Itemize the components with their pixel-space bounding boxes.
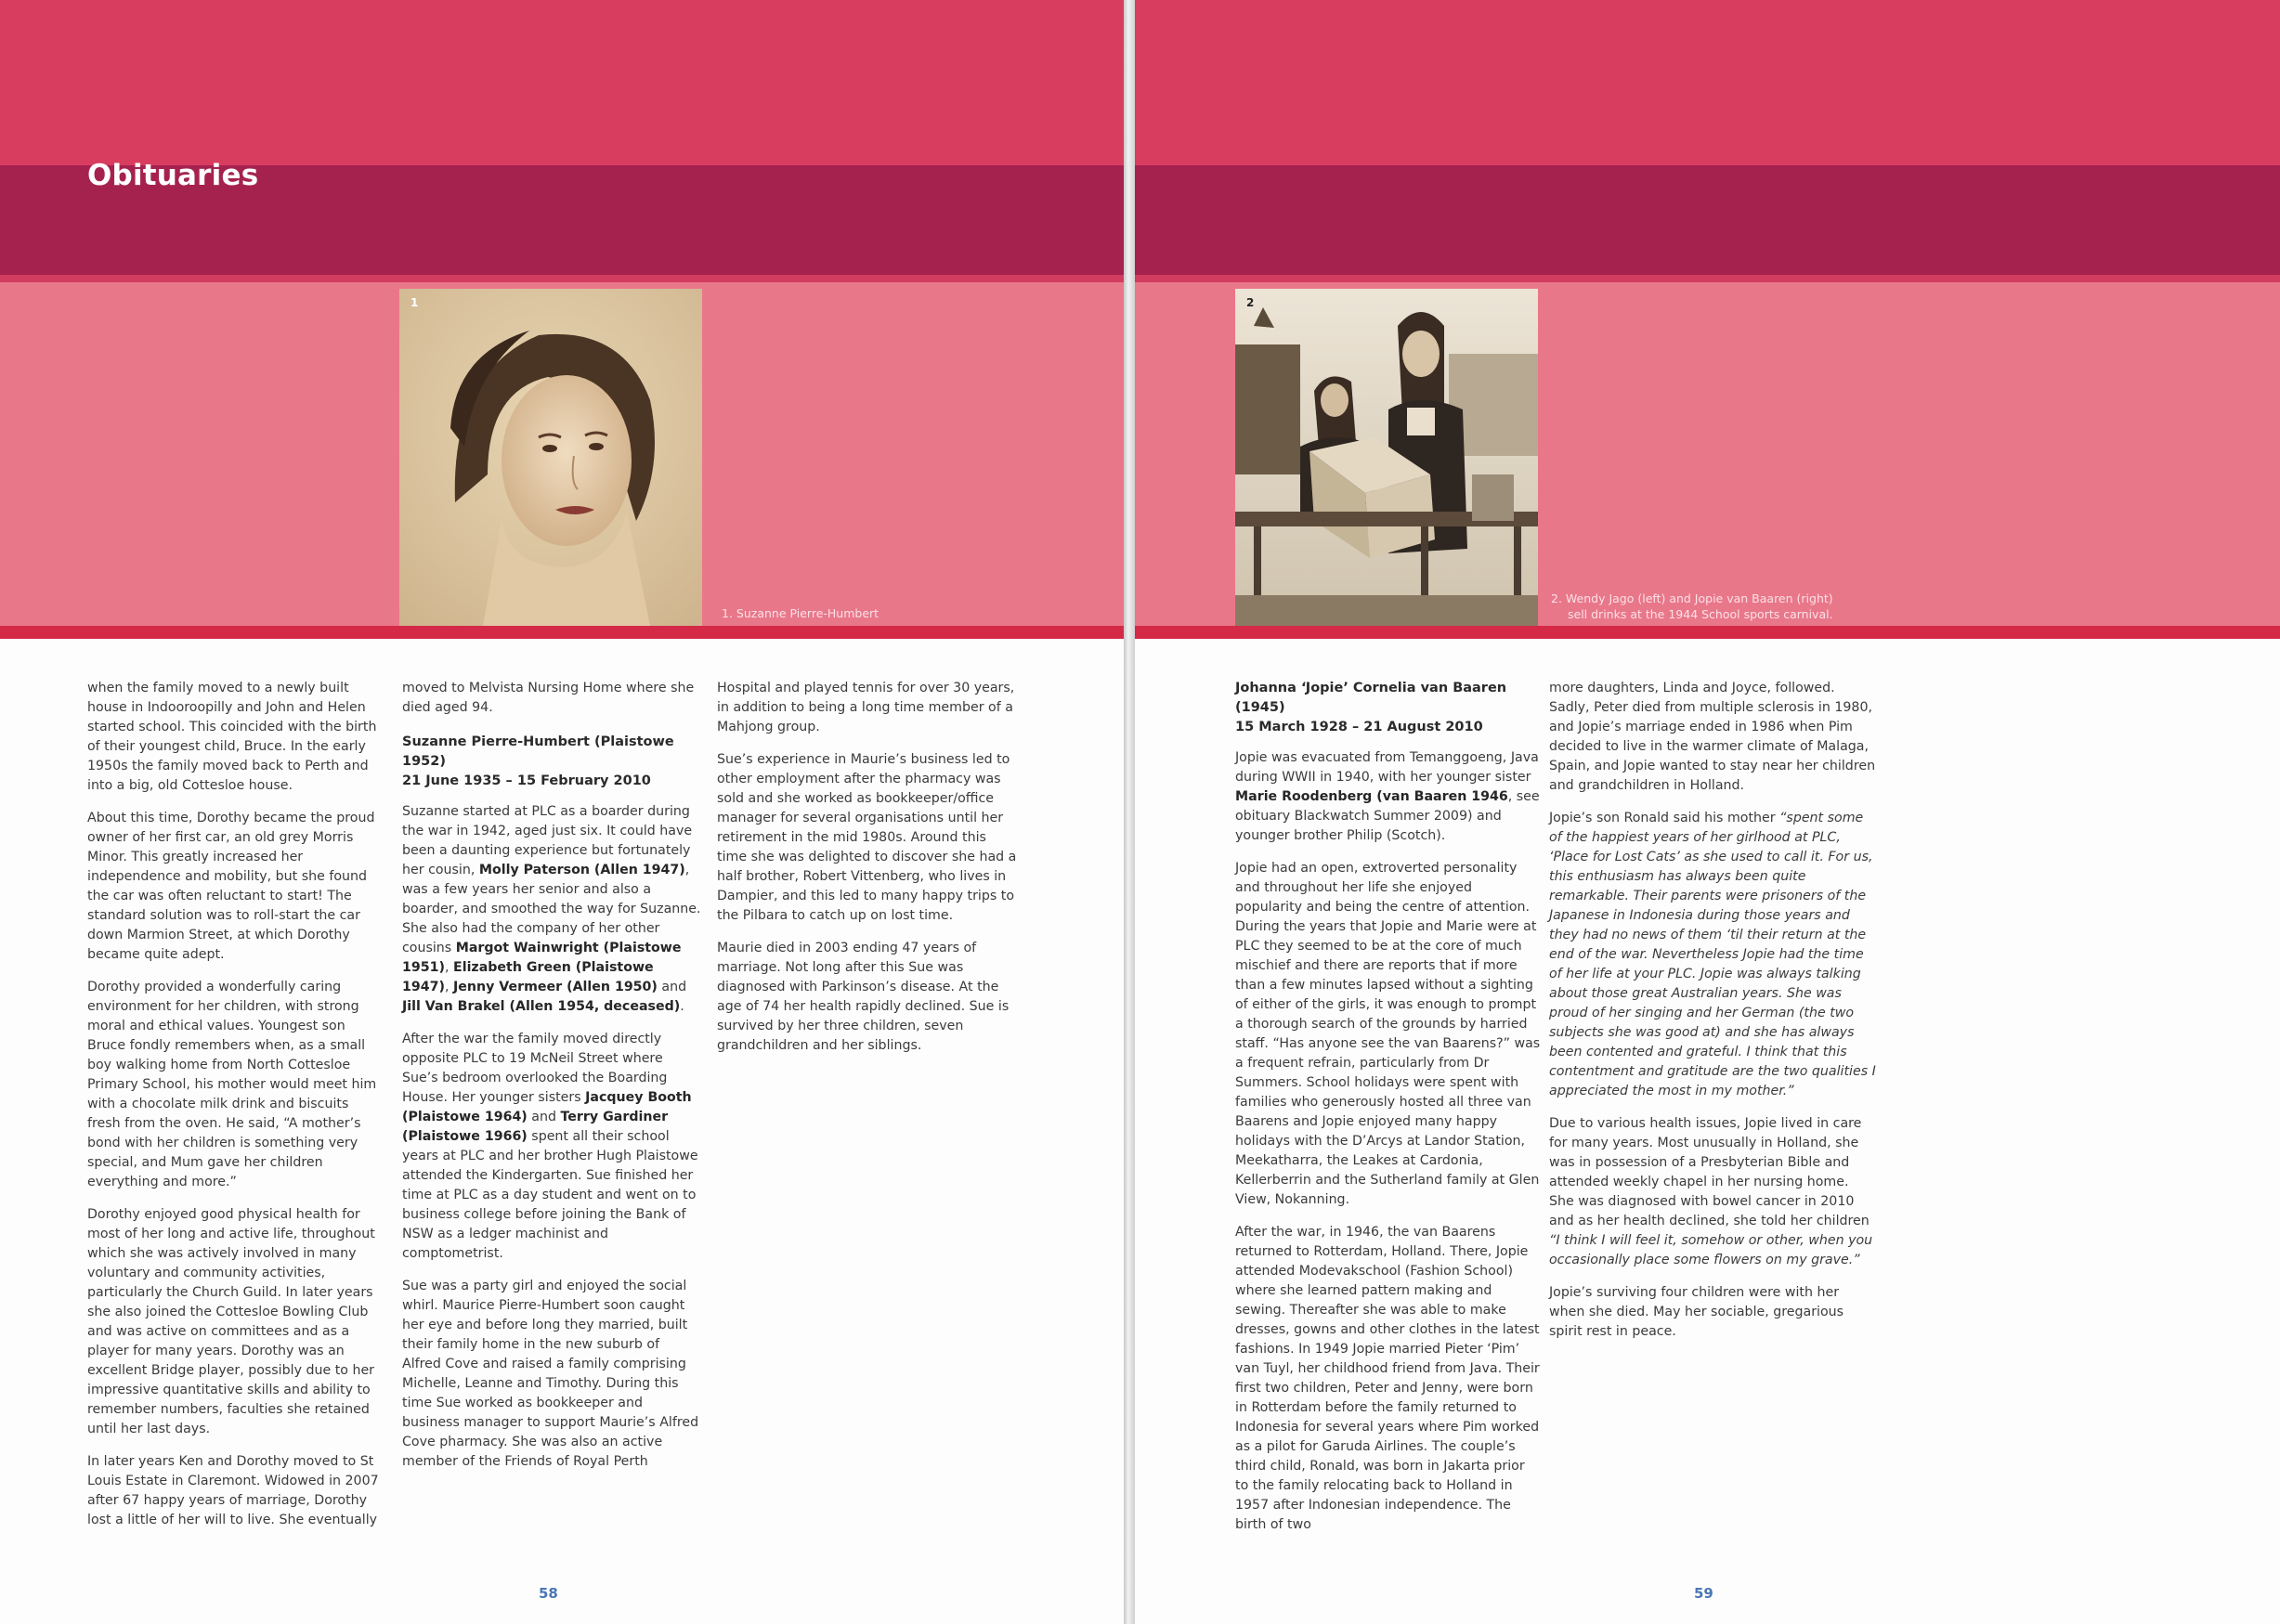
header-band-divider bbox=[0, 275, 1124, 282]
paragraph bbox=[402, 1030, 701, 1264]
name-bold: Elizabeth Green (Plaistowe 1947) bbox=[402, 960, 654, 994]
text-run: Jopie was evacuated from Temanggoeng, Java during WWII in 1940, with her younger sister bbox=[1235, 750, 1539, 785]
photo-1-caption: 1. Suzanne Pierre-Humbert bbox=[722, 606, 879, 620]
obituary-name: Johanna ‘Jopie’ Cornelia van Baaren (1945) bbox=[1235, 681, 1507, 715]
right-column-2 bbox=[1549, 679, 1876, 1355]
portrait-photo-image bbox=[399, 289, 702, 626]
obituary-heading bbox=[402, 733, 701, 791]
page-number: 59 bbox=[1694, 1585, 1713, 1602]
paragraph: Dorothy provided a wonderfully caring environment for her children, with strong moral and ethical values. Youngest son Bruce fondly remembers when, as a small boy walking home from North Cottesloe Primary School, his mother would meet him with a chocolate milk drink and biscuits fresh from the oven. He said, “A mother’s bond with her children is something very special, and Mum gave her children everything and more.” bbox=[87, 980, 377, 1189]
paragraph: Dorothy enjoyed good physical health for most of her long and active life, throughout which she was actively involved in many voluntary and community activities, particularly the Church Guild. In later years she also joined the Cottesloe Bowling Club and was active on committees and as a player for many years. Dorothy was an excellent Bridge player, possibly due to her impressive quantitative skills and ability to remember numbers, faculties she retained until her last days. bbox=[87, 1207, 375, 1436]
obituary-dates: 21 June 1935 – 15 February 2010 bbox=[402, 773, 651, 788]
left-page bbox=[0, 0, 1124, 1624]
quote-italic: “spent some of the happiest years of her girlhood at PLC, ‘Place for Lost Cats’ as she used to call it. For us, this enthusiasm has always been quite remarkable. Their parents were prisoners of the Japanese in Indonesia during those years and they had no news of them ‘til their return at the end of the war. Nevertheless Jopie had the time of her life at your PLC. Jopie was always talking about those great Australian years. She was proud of her singing and her German (the two subjects she was good at) and she has always been contented and grateful. I think that this contentment and gratitude are the two qualities I appreciated the most in my mother.” bbox=[1549, 811, 1876, 1098]
obituary-heading bbox=[1235, 679, 1542, 737]
text-run: , was a few years her senior and also a boarder, and smoothed the way for Suzanne. She also had the company of her other cousins bbox=[402, 863, 701, 955]
name-bold: Terry Gardiner (Plaistowe 1966) bbox=[402, 1110, 669, 1144]
name-bold: Margot Wainwright (Plaistowe 1951) bbox=[402, 941, 682, 975]
photo-number-1: 1 bbox=[410, 296, 419, 309]
paragraph: Sue’s experience in Maurie’s business led to other employment after the pharmacy was sold and she worked as bookkeeper/office manager for several organisations until her retirement in the mid 1980s. Around this time she was delighted to discover she had a half brother, Robert Vittenberg, who lives in Dampier, and this led to many happy trips to the Pilbara to catch up on lost time. bbox=[717, 752, 1017, 923]
photo-2-caption bbox=[1551, 591, 1867, 622]
right-page bbox=[1135, 0, 2280, 1624]
paragraph: Jopie had an open, extroverted personality and throughout her life she enjoyed popularity and being the centre of attention. During the years that Jopie and Marie were at PLC they seemed to be at the core of much mischief and there are reports that if more than a few minutes lapsed without a sighting of either of the girls, it was enough to prompt a thorough search of the grounds by harried staff. “Has anyone see the van Baarens?” was a frequent refrain, particularly from Dr Summers. School holidays were spent with families who generously hosted all three van Baarens and Jopie enjoyed many happy holidays with the D’Arcys at Landor Station, Meekatharra, the Leakes at Cardonia, Kellerberrin and the Sutherland family at Glen View, Nokanning. bbox=[1235, 861, 1541, 1207]
paragraph: moved to Melvista Nursing Home where she died aged 94. bbox=[402, 681, 695, 715]
right-column-1 bbox=[1235, 679, 1542, 1548]
portrait-photo bbox=[399, 289, 702, 626]
paragraph: Maurie died in 2003 ending 47 years of marriage. Not long after this Sue was diagnosed with Parkinson’s disease. At the age of 74 her health rapidly declined. Sue is survived by her three children, seven grandchildren and her siblings. bbox=[717, 941, 1010, 1053]
obituary-dates: 15 March 1928 – 21 August 2010 bbox=[1235, 720, 1483, 734]
photo-number-2: 2 bbox=[1246, 296, 1255, 309]
paragraph: After the war, in 1946, the van Baarens returned to Rotterdam, Holland. There, Jopie attended Modevakschool (Fashion School) where she learned pattern making and sewing. Thereafter she was able to make dresses, gowns and other clothes in the latest fashions. In 1949 Jopie married Pieter ‘Pim’ van Tuyl, her childhood friend from Java. Their first two children, Peter and Jenny, were born in Rotterdam before the family returned to Indonesia for several years where Pim worked as a pilot for Garuda Airlines. The couple’s third child, Ronald, was born in Jakarta prior to the family relocating back to Holland in 1957 after Indonesian independence. The birth of two bbox=[1235, 1225, 1540, 1532]
paragraph: About this time, Dorothy became the proud owner of her first car, an old grey Morris Minor. This greatly increased her independence and mobility, but she found the car was often reluctant to start! The standard solution was to roll-start the car down Marmion Street, at which Dorothy became quite adept. bbox=[87, 811, 375, 962]
paragraph: In later years Ken and Dorothy moved to St Louis Estate in Claremont. Widowed in 2007 after 67 happy years of marriage, Dorothy lost a little of her will to live. She eventually bbox=[87, 1454, 379, 1527]
name-bold: Jill Van Brakel (Allen 1954, deceased) bbox=[402, 999, 681, 1014]
accent-line bbox=[0, 626, 1124, 639]
text-run: Jopie’s son Ronald said his mother bbox=[1549, 811, 1780, 825]
text-run: , see obituary Blackwatch Summer 2009) and younger brother Philip (Scotch). bbox=[1235, 789, 1540, 843]
name-bold: Molly Paterson (Allen 1947) bbox=[478, 863, 685, 877]
text-run: , bbox=[444, 980, 454, 994]
name-bold: Marie Roodenberg (van Baaren 1946 bbox=[1235, 789, 1508, 804]
obituary-name: Suzanne Pierre-Humbert (Plaistowe 1952) bbox=[402, 734, 674, 769]
left-column-3 bbox=[717, 679, 1019, 1069]
sports-carnival-photo bbox=[1235, 289, 1538, 626]
name-bold: Jenny Vermeer (Allen 1950) bbox=[453, 980, 658, 994]
text-run: After the war the family moved directly opposite PLC to 19 McNeil Street where Sue’s bedroom overlooked the Boarding House. Her younger sisters bbox=[402, 1032, 668, 1105]
text-run: spent all their school years at PLC and her brother Hugh Plaistowe attended the Kindergarten. Sue finished her time at PLC as a day student and went on to business college before joining the Bank of NSW as a ledger machinist and comptometrist. bbox=[402, 1129, 698, 1261]
accent-line bbox=[1135, 626, 2280, 639]
text-run: and bbox=[657, 980, 687, 994]
header-band-top bbox=[0, 0, 1124, 165]
paragraph bbox=[1549, 1114, 1876, 1270]
section-title: Obituaries bbox=[87, 159, 259, 192]
text-run: , bbox=[444, 960, 454, 975]
paragraph: more daughters, Linda and Joyce, followed. Sadly, Peter died from multiple sclerosis in 1980, and Jopie’s marriage ended in 1986 when Pim decided to live in the warmer climate of Malaga, Spain, and Jopie wanted to stay near her children and grandchildren in Holland. bbox=[1549, 681, 1876, 793]
text-run: . bbox=[680, 999, 684, 1014]
left-column-2 bbox=[402, 679, 701, 1485]
name-bold: Jacquey Booth (Plaistowe 1964) bbox=[402, 1090, 692, 1124]
left-column-1 bbox=[87, 679, 380, 1543]
header-band-title bbox=[1135, 165, 2280, 275]
text-run: Due to various health issues, Jopie lived in care for many years. Most unusually in Holland, she was in possession of a Presbyterian Bible and attended weekly chapel in her nursing home. She was diagnosed with bowel cancer in 2010 and as her health declined, she told her children bbox=[1549, 1116, 1870, 1228]
text-run: Suzanne started at PLC as a boarder during the war in 1942, aged just six. It could have been a daunting experience but fortunately her cousin, bbox=[402, 804, 693, 877]
paragraph bbox=[1235, 748, 1542, 846]
caption-line: sell drinks at the 1944 School sports carnival. bbox=[1568, 607, 1833, 621]
paragraph bbox=[1549, 809, 1876, 1101]
paragraph: Sue was a party girl and enjoyed the social whirl. Maurice Pierre-Humbert soon caught her eye and before long they married, built their family home in the new suburb of Alfred Cove and raised a family comprising Michelle, Leanne and Timothy. During this time Sue worked as bookkeeper and business manager to support Maurie’s Alfred Cove pharmacy. She was also an active member of the Friends of Royal Perth bbox=[402, 1279, 699, 1469]
paragraph: Hospital and played tennis for over 30 years, in addition to being a long time member of a Mahjong group. bbox=[717, 681, 1015, 734]
sports-carnival-photo-image bbox=[1235, 289, 1538, 626]
paragraph: Jopie’s surviving four children were with her when she died. May her sociable, gregarious spirit rest in peace. bbox=[1549, 1285, 1844, 1339]
caption-line: 2. Wendy Jago (left) and Jopie van Baaren (right) bbox=[1551, 591, 1833, 605]
header-band-divider bbox=[1135, 275, 2280, 282]
paragraph: when the family moved to a newly built house in Indooroopilly and John and Helen started school. This coincided with the birth of their youngest child, Bruce. In the early 1950s the family moved back to Perth and into a big, old Cottesloe house. bbox=[87, 681, 377, 793]
text-run: and bbox=[527, 1110, 561, 1124]
book-gutter bbox=[1124, 0, 1135, 1624]
quote-italic: “I think I will feel it, somehow or other, when you occasionally place some flowers on my grave.” bbox=[1549, 1233, 1873, 1267]
paragraph bbox=[402, 802, 701, 1017]
header-band-top bbox=[1135, 0, 2280, 165]
page-number: 58 bbox=[539, 1585, 558, 1602]
